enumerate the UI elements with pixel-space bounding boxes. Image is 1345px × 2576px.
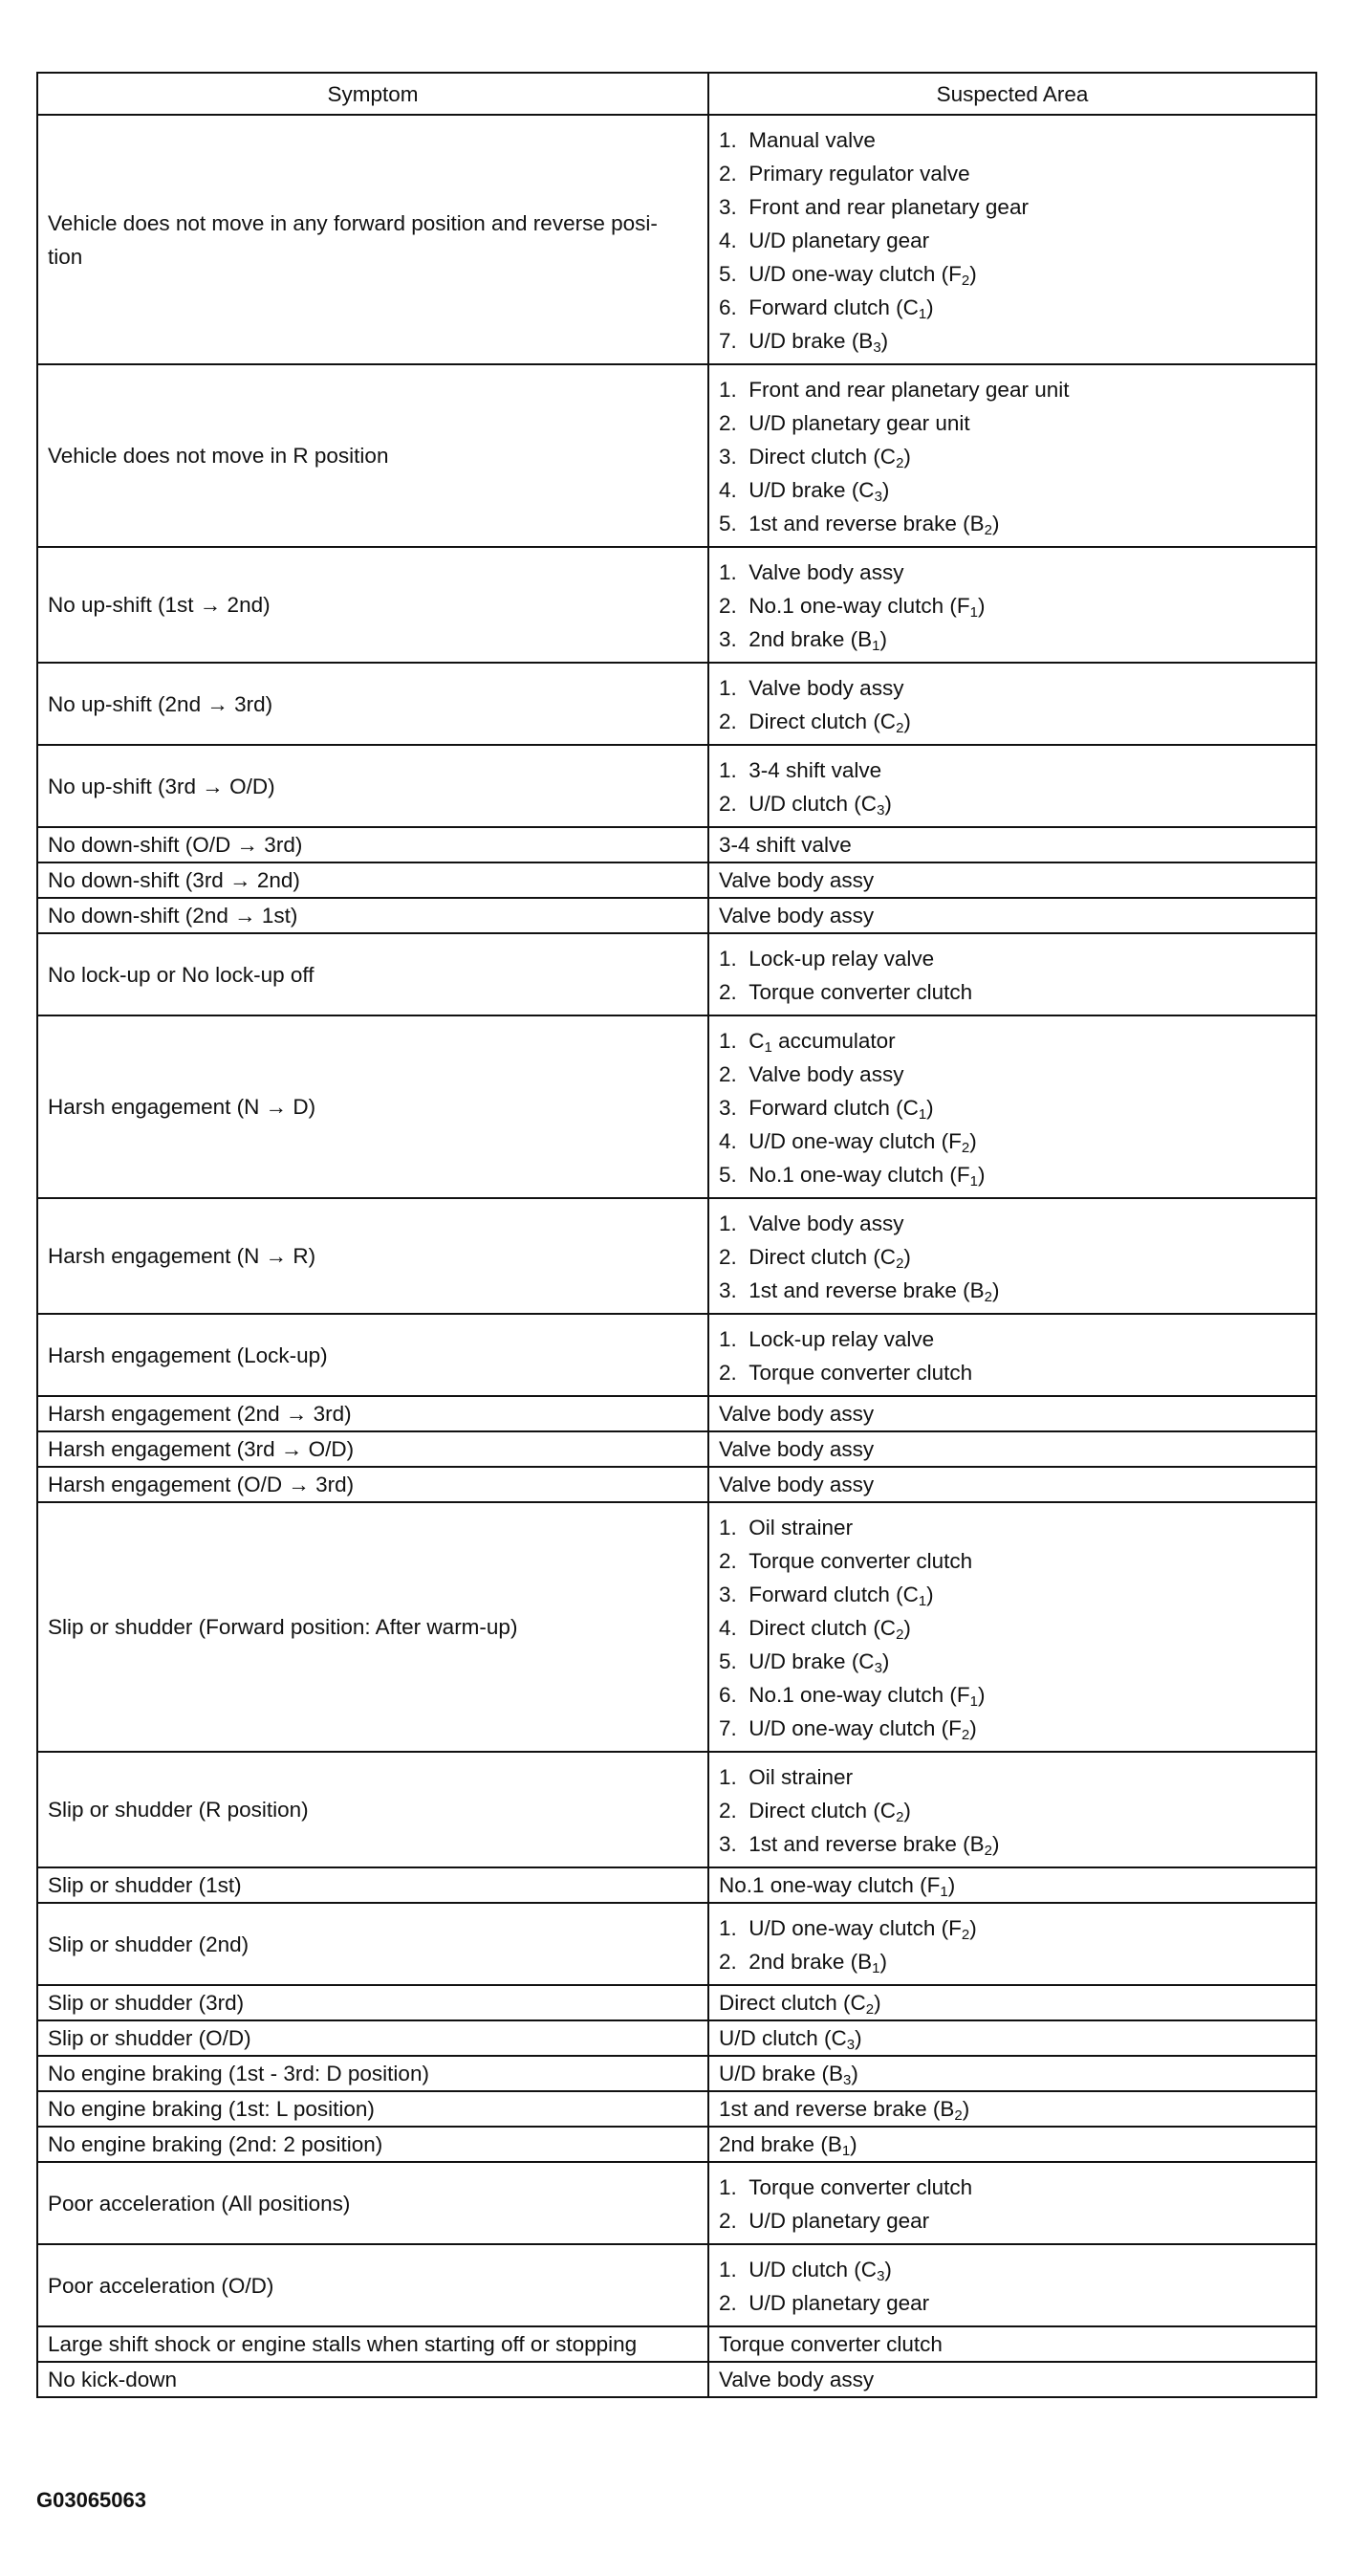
suspected-area-cell: Torque converter clutch xyxy=(708,2326,1316,2362)
suspected-area-item xyxy=(719,2286,1306,2320)
suspected-area-item xyxy=(719,1827,1306,1861)
item-number: 5. xyxy=(719,1649,749,1673)
suspected-area-cell xyxy=(708,933,1316,1015)
item-text: U/D clutch $(C_3)$ xyxy=(748,2258,892,2284)
suspected-area-list xyxy=(719,548,1306,662)
symptom-cell: No engine braking (1st: L position) xyxy=(37,2091,708,2127)
item-number: 6. xyxy=(719,295,749,319)
table-row xyxy=(37,1015,1316,1198)
table-header-row xyxy=(37,73,1316,115)
suspected-area-cell xyxy=(708,2244,1316,2326)
symptom-cell: Slip or shudder (R position) xyxy=(37,1752,708,1867)
item-number: 6. xyxy=(719,1683,749,1707)
table-row xyxy=(37,1985,1316,2020)
table-row xyxy=(37,1752,1316,1867)
suspected-area-cell xyxy=(708,745,1316,827)
suspected-area-cell: Direct clutch $(C_2)$ xyxy=(708,1985,1316,2020)
item-text: 2nd brake $(B_1)$ xyxy=(748,1950,887,1976)
item-text: U/D clutch $(C_3)$ xyxy=(748,792,892,819)
item-text: Oil strainer xyxy=(748,1765,854,1789)
table-row xyxy=(37,2362,1316,2397)
item-text: Forward clutch $(C_1)$ xyxy=(748,295,934,322)
item-text: No.1 one-way clutch $(F_1)$ xyxy=(748,1163,986,1190)
suspected-area-cell xyxy=(708,1015,1316,1198)
symptom-cell: No up-shift (1st → 2nd) xyxy=(37,547,708,663)
symptom-cell: Slip or shudder (O/D) xyxy=(37,2020,708,2056)
symptom-cell: Large shift shock or engine stalls when starting off or stopping xyxy=(37,2326,708,2362)
item-text: 3-4 shift valve xyxy=(748,758,882,782)
table-row xyxy=(37,1198,1316,1314)
table-row xyxy=(37,1867,1316,1903)
suspected-area-item xyxy=(719,1712,1306,1745)
item-number: 1. xyxy=(719,1916,749,1940)
symptom-cell: No down-shift (O/D → 3rd) xyxy=(37,827,708,862)
table-row xyxy=(37,1903,1316,1985)
item-text: Direct clutch $(C_2)$ xyxy=(748,1245,911,1272)
item-number: 3. xyxy=(719,445,749,469)
table-row xyxy=(37,1431,1316,1467)
item-number: 1. xyxy=(719,947,749,971)
suspected-area-item xyxy=(719,440,1306,473)
symptom-cell: Harsh engagement (N → R) xyxy=(37,1198,708,1314)
suspected-area-item xyxy=(719,1645,1306,1678)
suspected-area-list xyxy=(719,934,1306,1015)
suspected-area-list xyxy=(719,1503,1306,1751)
item-text: Torque converter clutch xyxy=(748,980,973,1004)
table-row xyxy=(37,2056,1316,2091)
suspected-area-item xyxy=(719,406,1306,440)
item-text: 1st and reverse brake $(B_2)$ xyxy=(748,1832,1000,1859)
item-number: 3. xyxy=(719,1832,749,1856)
table-row xyxy=(37,898,1316,933)
symptom-cell: No down-shift (2nd → 1st) xyxy=(37,898,708,933)
suspected-area-item xyxy=(719,753,1306,787)
item-number: 1. xyxy=(719,758,749,782)
suspected-area-item xyxy=(719,157,1306,190)
suspected-area-item xyxy=(719,1158,1306,1191)
suspected-area-list xyxy=(719,746,1306,826)
item-number: 1. xyxy=(719,1029,749,1053)
suspected-area-item xyxy=(719,473,1306,507)
suspected-area-item xyxy=(719,1207,1306,1240)
item-text: Primary regulator valve xyxy=(748,162,970,186)
symptom-cell: Harsh engagement (N → D) xyxy=(37,1015,708,1198)
suspected-area-item xyxy=(719,975,1306,1009)
item-number: 1. xyxy=(719,1327,749,1351)
suspected-area-item xyxy=(719,2253,1306,2286)
item-text: U/D brake $(B_3)$ xyxy=(748,329,889,356)
suspected-area-item xyxy=(719,507,1306,540)
suspected-area-cell: Valve body assy xyxy=(708,1431,1316,1467)
symptom-cell: Harsh engagement (3rd → O/D) xyxy=(37,1431,708,1467)
symptom-cell: No up-shift (3rd → O/D) xyxy=(37,745,708,827)
table-row xyxy=(37,933,1316,1015)
symptom-cell: Slip or shudder (2nd) xyxy=(37,1903,708,1985)
suspected-area-item xyxy=(719,1024,1306,1058)
suspected-area-cell: U/D clutch $(C_3)$ xyxy=(708,2020,1316,2056)
suspected-area-cell: 2nd brake $(B_1)$ xyxy=(708,2127,1316,2162)
suspected-area-item xyxy=(719,1911,1306,1945)
suspected-area-cell: Valve body assy xyxy=(708,862,1316,898)
table-row xyxy=(37,2326,1316,2362)
symptom-cell: No engine braking (1st - 3rd: D position) xyxy=(37,2056,708,2091)
suspected-area-item xyxy=(719,190,1306,224)
figure-id: G03065063 xyxy=(36,2488,146,2512)
item-number: 2. xyxy=(719,1549,749,1573)
item-number: 2. xyxy=(719,411,749,435)
symptom-cell: No lock-up or No lock-up off xyxy=(37,933,708,1015)
item-text: Forward clutch $(C_1)$ xyxy=(748,1583,934,1609)
suspected-area-item xyxy=(719,257,1306,291)
item-number: 7. xyxy=(719,1716,749,1740)
suspected-area-item xyxy=(719,123,1306,157)
item-number: 1. xyxy=(719,378,749,402)
suspected-area-item xyxy=(719,622,1306,656)
item-number: 2. xyxy=(719,1245,749,1269)
item-text: Direct clutch $(C_2)$ xyxy=(748,1799,911,1825)
item-number: 3. xyxy=(719,195,749,219)
suspected-area-item xyxy=(719,1058,1306,1091)
symptom-cell: Slip or shudder (1st) xyxy=(37,1867,708,1903)
item-text: U/D planetary gear xyxy=(748,229,930,252)
item-number: 2. xyxy=(719,1799,749,1823)
document xyxy=(36,72,1315,2398)
suspected-area-item xyxy=(719,2171,1306,2204)
item-number: 2. xyxy=(719,792,749,816)
table-row xyxy=(37,2162,1316,2244)
suspected-area-list xyxy=(719,1753,1306,1867)
suspected-area-list xyxy=(719,1016,1306,1197)
item-text: Valve body assy xyxy=(748,560,904,584)
header-symptom: Symptom xyxy=(37,73,708,115)
suspected-area-cell: U/D brake $(B_3)$ xyxy=(708,2056,1316,2091)
item-text: Valve body assy xyxy=(748,1212,904,1235)
suspected-area-cell: Valve body assy xyxy=(708,1396,1316,1431)
suspected-area-item xyxy=(719,705,1306,738)
symptom-cell: No up-shift (2nd → 3rd) xyxy=(37,663,708,745)
symptom-cell: Slip or shudder (Forward position: After warm-up) xyxy=(37,1502,708,1752)
item-text: $C_1$ accumulator xyxy=(748,1029,896,1056)
item-text: Front and rear planetary gear xyxy=(748,195,1029,219)
header-suspected-area: Suspected Area xyxy=(708,73,1316,115)
item-text: No.1 one-way clutch $(F_1)$ xyxy=(748,1683,986,1710)
item-number: 3. xyxy=(719,1096,749,1120)
item-text: 1st and reverse brake $(B_2)$ xyxy=(748,512,1000,538)
table-row xyxy=(37,862,1316,898)
symptom-cell: No engine braking (2nd: 2 position) xyxy=(37,2127,708,2162)
suspected-area-cell xyxy=(708,1502,1316,1752)
suspected-area-item xyxy=(719,1322,1306,1356)
item-number: 5. xyxy=(719,262,749,286)
item-number: 3. xyxy=(719,1278,749,1302)
suspected-area-item xyxy=(719,373,1306,406)
suspected-area-cell: No.1 one-way clutch $(F_1)$ xyxy=(708,1867,1316,1903)
table-row xyxy=(37,2127,1316,2162)
suspected-area-item xyxy=(719,291,1306,324)
suspected-area-list xyxy=(719,1199,1306,1313)
table-row xyxy=(37,2091,1316,2127)
item-text: Torque converter clutch xyxy=(748,1361,973,1385)
suspected-area-item xyxy=(719,671,1306,705)
item-number: 2. xyxy=(719,594,749,618)
table-row xyxy=(37,745,1316,827)
item-number: 2. xyxy=(719,1361,749,1385)
table-row xyxy=(37,115,1316,364)
suspected-area-list xyxy=(719,116,1306,363)
item-number: 3. xyxy=(719,1583,749,1606)
suspected-area-item xyxy=(719,1091,1306,1124)
table-row xyxy=(37,1314,1316,1396)
item-text: 1st and reverse brake $(B_2)$ xyxy=(748,1278,1000,1305)
suspected-area-cell: 1st and reverse brake $(B_2)$ xyxy=(708,2091,1316,2127)
item-number: 1. xyxy=(719,128,749,152)
item-text: U/D brake $(C_3)$ xyxy=(748,1649,890,1676)
suspected-area-item xyxy=(719,1678,1306,1712)
item-number: 4. xyxy=(719,1616,749,1640)
item-text: Direct clutch $(C_2)$ xyxy=(748,1616,911,1643)
table-row xyxy=(37,2020,1316,2056)
item-number: 2. xyxy=(719,709,749,733)
item-text: Forward clutch $(C_1)$ xyxy=(748,1096,934,1123)
item-number: 1. xyxy=(719,560,749,584)
suspected-area-cell xyxy=(708,2162,1316,2244)
suspected-area-cell: Valve body assy xyxy=(708,1467,1316,1502)
suspected-area-item xyxy=(719,324,1306,358)
item-number: 2. xyxy=(719,1062,749,1086)
item-number: 2. xyxy=(719,1950,749,1974)
table-body xyxy=(37,115,1316,2397)
item-text: Lock-up relay valve xyxy=(748,1327,935,1351)
item-text: U/D planetary gear xyxy=(748,2209,930,2233)
item-text: Lock-up relay valve xyxy=(748,947,935,971)
symptom-cell: Vehicle does not move in any forward position and reverse posi- tion xyxy=(37,115,708,364)
item-text: U/D one-way clutch $(F_2)$ xyxy=(748,1716,977,1743)
suspected-area-item xyxy=(719,942,1306,975)
item-text: U/D one-way clutch $(F_2)$ xyxy=(748,262,977,289)
item-number: 4. xyxy=(719,229,749,252)
suspected-area-item xyxy=(719,787,1306,820)
suspected-area-cell xyxy=(708,547,1316,663)
item-number: 7. xyxy=(719,329,749,353)
item-number: 2. xyxy=(719,2209,749,2233)
item-number: 3. xyxy=(719,627,749,651)
table-row xyxy=(37,827,1316,862)
item-text: Direct clutch $(C_2)$ xyxy=(748,709,911,736)
suspected-area-item xyxy=(719,224,1306,257)
suspected-area-item xyxy=(719,1356,1306,1389)
symptom-cell: Vehicle does not move in R position xyxy=(37,364,708,547)
item-number: 5. xyxy=(719,1163,749,1187)
item-number: 5. xyxy=(719,512,749,535)
symptom-cell: Slip or shudder (3rd) xyxy=(37,1985,708,2020)
item-number: 1. xyxy=(719,1516,749,1539)
suspected-area-cell xyxy=(708,1198,1316,1314)
suspected-area-item xyxy=(719,589,1306,622)
symptom-cell: Harsh engagement (Lock-up) xyxy=(37,1314,708,1396)
item-text: Valve body assy xyxy=(748,676,904,700)
suspected-area-list xyxy=(719,1904,1306,1984)
item-text: Valve body assy xyxy=(748,1062,904,1086)
table-row xyxy=(37,1467,1316,1502)
item-text: Torque converter clutch xyxy=(748,2175,973,2199)
suspected-area-cell xyxy=(708,1903,1316,1985)
item-number: 1. xyxy=(719,2258,749,2281)
suspected-area-item xyxy=(719,1611,1306,1645)
symptom-cell: Poor acceleration (O/D) xyxy=(37,2244,708,2326)
item-text: U/D brake $(C_3)$ xyxy=(748,478,890,505)
suspected-area-cell xyxy=(708,364,1316,547)
suspected-area-item xyxy=(719,1124,1306,1158)
item-text: Direct clutch $(C_2)$ xyxy=(748,445,911,471)
item-text: 2nd brake $(B_1)$ xyxy=(748,627,887,654)
item-text: U/D one-way clutch $(F_2)$ xyxy=(748,1916,977,1943)
item-text: Oil strainer xyxy=(748,1516,854,1539)
item-number: 1. xyxy=(719,1212,749,1235)
table-row xyxy=(37,1502,1316,1752)
suspected-area-item xyxy=(719,556,1306,589)
symptom-table xyxy=(36,72,1317,2398)
symptom-cell: No down-shift (3rd → 2nd) xyxy=(37,862,708,898)
item-number: 4. xyxy=(719,1129,749,1153)
item-number: 1. xyxy=(719,676,749,700)
suspected-area-item xyxy=(719,1511,1306,1544)
suspected-area-list xyxy=(719,2163,1306,2243)
symptom-cell: Poor acceleration (All positions) xyxy=(37,2162,708,2244)
item-text: Manual valve xyxy=(748,128,876,152)
table-row xyxy=(37,2244,1316,2326)
item-text: Torque converter clutch xyxy=(748,1549,973,1573)
suspected-area-cell: 3-4 shift valve xyxy=(708,827,1316,862)
item-text: U/D one-way clutch $(F_2)$ xyxy=(748,1129,977,1156)
item-number: 2. xyxy=(719,2291,749,2315)
table-row xyxy=(37,547,1316,663)
table-row xyxy=(37,663,1316,745)
item-number: 1. xyxy=(719,2175,749,2199)
suspected-area-cell xyxy=(708,1314,1316,1396)
suspected-area-item xyxy=(719,1945,1306,1978)
suspected-area-item xyxy=(719,1240,1306,1274)
item-text: U/D planetary gear xyxy=(748,2291,930,2315)
suspected-area-list xyxy=(719,2245,1306,2325)
symptom-cell: Harsh engagement (2nd → 3rd) xyxy=(37,1396,708,1431)
suspected-area-item xyxy=(719,1760,1306,1794)
item-number: 2. xyxy=(719,162,749,186)
suspected-area-item xyxy=(719,1794,1306,1827)
symptom-cell: No kick-down xyxy=(37,2362,708,2397)
table-row xyxy=(37,1396,1316,1431)
suspected-area-cell xyxy=(708,115,1316,364)
item-number: 4. xyxy=(719,478,749,502)
item-number: 2. xyxy=(719,980,749,1004)
item-text: Front and rear planetary gear unit xyxy=(748,378,1070,402)
suspected-area-cell xyxy=(708,663,1316,745)
item-text: No.1 one-way clutch $(F_1)$ xyxy=(748,594,986,621)
item-number: 1. xyxy=(719,1765,749,1789)
suspected-area-item xyxy=(719,2204,1306,2238)
suspected-area-cell: Valve body assy xyxy=(708,898,1316,933)
suspected-area-item xyxy=(719,1544,1306,1578)
table-row xyxy=(37,364,1316,547)
suspected-area-item xyxy=(719,1274,1306,1307)
suspected-area-list xyxy=(719,664,1306,744)
suspected-area-cell xyxy=(708,1752,1316,1867)
suspected-area-item xyxy=(719,1578,1306,1611)
suspected-area-list xyxy=(719,1315,1306,1395)
suspected-area-cell: Valve body assy xyxy=(708,2362,1316,2397)
item-text: U/D planetary gear unit xyxy=(748,411,970,435)
suspected-area-list xyxy=(719,365,1306,546)
symptom-cell: Harsh engagement (O/D → 3rd) xyxy=(37,1467,708,1502)
